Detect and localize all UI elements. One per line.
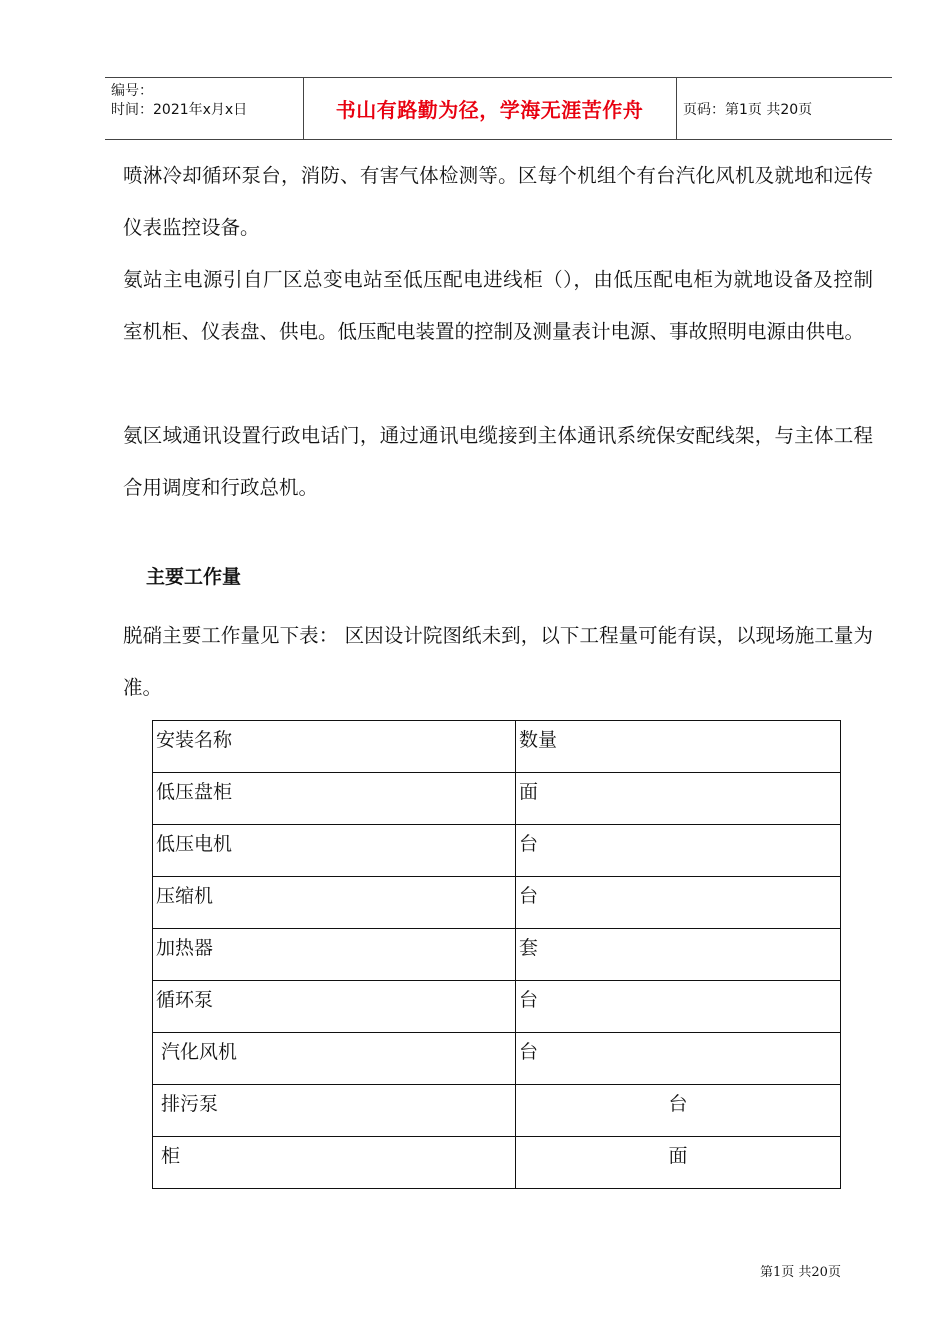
- cell-text: 台: [519, 1041, 539, 1063]
- table-cell: [153, 981, 516, 1033]
- work-quantity-table: [152, 720, 841, 1189]
- table-cell: [516, 1033, 841, 1085]
- paragraph-4: 脱硝主要工作量见下表： 区因设计院图纸未到，以下工程量可能有误，以现场施工量为准。: [123, 624, 873, 699]
- paragraph-3: 氨区域通讯设置行政电话门，通过通讯电缆接到主体通讯系统保安配线架，与主体工程合用调度和行政总机。: [123, 424, 873, 499]
- table-cell: [516, 825, 841, 877]
- cell-text: 台: [519, 833, 539, 855]
- table-cell: [153, 1033, 516, 1085]
- cell-text: 台: [519, 989, 539, 1011]
- table-cell: [153, 773, 516, 825]
- header-meta: [105, 78, 304, 139]
- section-title: 主要工作量: [146, 566, 242, 588]
- table-row: [153, 773, 841, 825]
- cell-text: 数量: [519, 729, 558, 751]
- table-cell: [516, 1085, 841, 1137]
- table-cell: [516, 981, 841, 1033]
- table-header-row: [153, 721, 841, 773]
- header-page-info: 页码：第1页 共20页: [683, 101, 813, 118]
- page-footer: 第1页 共20页: [760, 1265, 841, 1280]
- table-cell: [153, 929, 516, 981]
- paragraph-2: 氨站主电源引自厂区总变电站至低压配电进线柜（），由低压配电柜为就地设备及控制室机柜、仪表盘、供电。低压配电装置的控制及测量表计电源、事故照明电源由供电。: [123, 268, 873, 343]
- time-label: 时间：2021年x月x日: [111, 102, 248, 118]
- table-cell: [153, 825, 516, 877]
- table-cell: [516, 721, 841, 773]
- table-row: [153, 1033, 841, 1085]
- number-label: 编号：: [111, 83, 153, 99]
- table-cell: [516, 1137, 841, 1189]
- table-cell: [516, 929, 841, 981]
- cell-text: 低压盘柜: [156, 781, 233, 803]
- cell-text: 低压电机: [156, 833, 233, 855]
- table-cell: [153, 1085, 516, 1137]
- cell-text: 台: [519, 885, 539, 907]
- cell-text: 套: [519, 937, 539, 959]
- table-cell: [516, 877, 841, 929]
- cell-text: 汽化风机: [161, 1041, 238, 1063]
- paragraph-1: 喷淋冷却循环泵台，消防、有害气体检测等。区每个机组个有台汽化风机及就地和远传仪表监控设备。: [123, 164, 873, 239]
- table-row: [153, 1137, 841, 1189]
- table-row: [153, 1085, 841, 1137]
- table-row: [153, 877, 841, 929]
- cell-text: 排污泵: [161, 1093, 219, 1115]
- cell-text: 柜: [161, 1145, 181, 1167]
- page-header: [105, 77, 892, 140]
- cell-text: 安装名称: [156, 729, 233, 751]
- table-row: [153, 929, 841, 981]
- cell-text: 压缩机: [156, 885, 214, 907]
- cell-text: 循环泵: [156, 989, 214, 1011]
- table-row: [153, 825, 841, 877]
- header-motto: 书山有路勤为径，学海无涯苦作舟: [303, 78, 677, 139]
- table-cell: [516, 773, 841, 825]
- cell-text: 面: [668, 1145, 688, 1167]
- cell-text: 台: [668, 1093, 688, 1115]
- table-row: [153, 981, 841, 1033]
- cell-text: 加热器: [156, 937, 214, 959]
- table-cell: [153, 1137, 516, 1189]
- cell-text: 面: [519, 781, 539, 803]
- table-cell: [153, 877, 516, 929]
- table-cell: [153, 721, 516, 773]
